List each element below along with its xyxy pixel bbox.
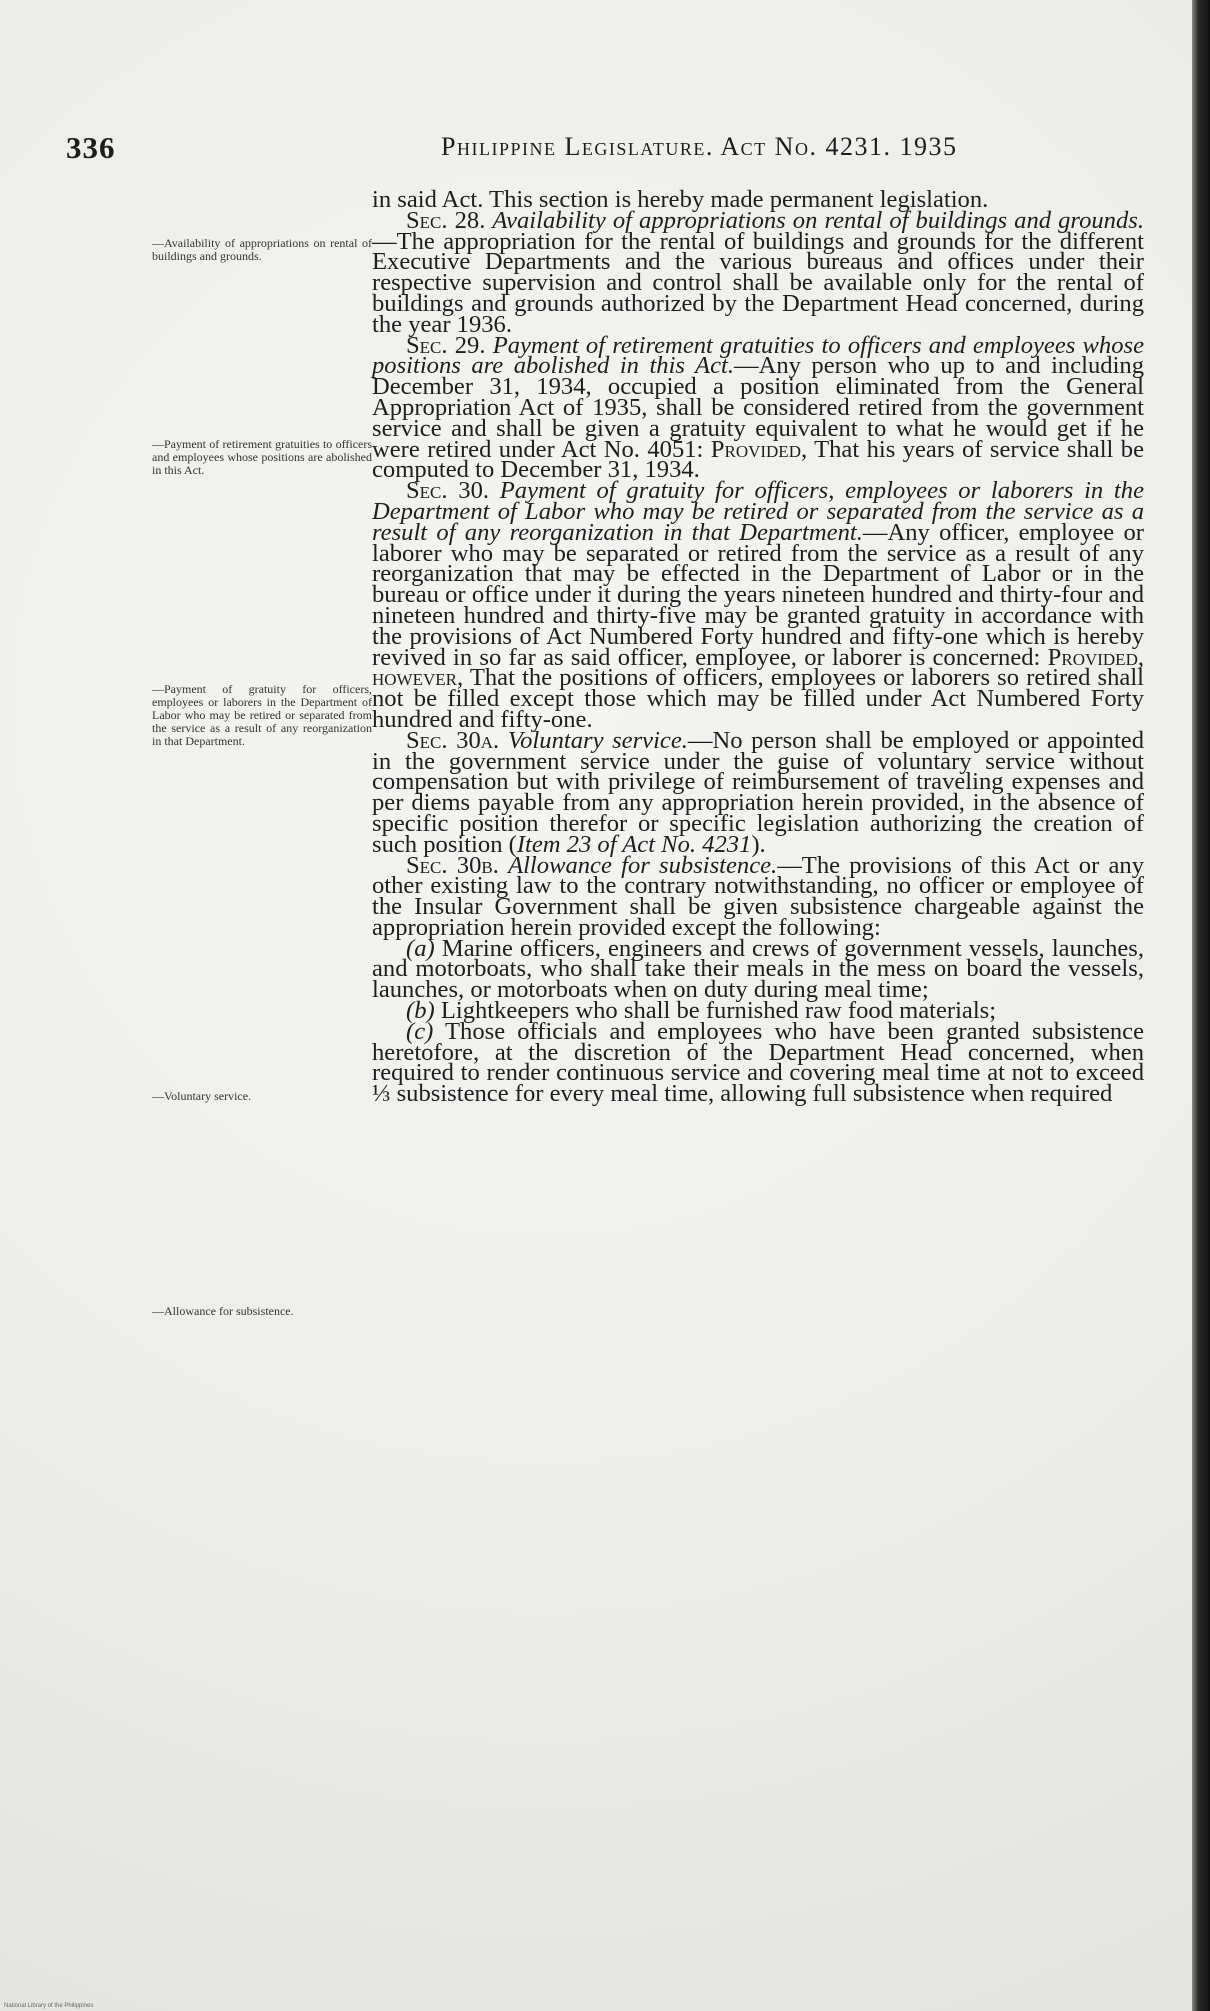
section-28	[372, 206, 1144, 338]
sec30-body-a: —Any officer, employee or laborer who may be separated or retired from the service as a result of any reorganization that may be effected in the Department of Labor or in the bureau or office under it during the years nineteen hundred and thirty-four and nineteen hundred and thirty-five may be granted gratuity in accordance with the provisions of Act Numbered Forty hundred and fifty-one which is hereby revived in so far as said officer, employee, or laborer is concerned:	[372, 518, 1144, 671]
running-title: Philippine Legislature. Act No. 4231. 1935	[441, 132, 958, 161]
sec29-body-a: —Any person who up to and including December 31, 1934, occupied a position eliminated from the General Appropriation Act of 1935, shall be considered retired from the government service and shall be given a gratuity equivalent to what he would get if he were retired under Act No. 4051:	[372, 352, 1144, 463]
margin-note-sec30: —Payment of gratuity for officers, employees or laborers in the Department of Labor who may be retired or separated from the service as a result of any reorganization in that Department.	[152, 682, 372, 748]
item-c-text: Those officials and employees who have been granted subsistence heretofore, at the discretion of the Department Head concerned, when required to render continuous service and covering meal time at not to exceed ⅓ subsistence for every meal time, allowing full subsistence when required	[372, 1017, 1144, 1108]
sec29-number: Sec. 29.	[406, 331, 486, 359]
sec30-body-b: That the positions of officers, employees or laborers so retired shall not be filled except those which may be filled under Act Numbered Forty hundred and fifty-one.	[372, 664, 1144, 733]
margin-note-sec30b: —Allowance for subsistence.	[152, 1304, 294, 1318]
section-30a	[372, 726, 1145, 858]
margin-note-sec28: —Availability of appropriations on rental of buildings and grounds.	[152, 236, 372, 263]
item-a-text: Marine officers, engineers and crews of government vessels, launches, and motorboats, who shall take their meals in the mess on board the vessels, launches, or motorboats when on duty during meal time;	[372, 934, 1145, 1004]
section-30b	[372, 851, 1144, 941]
section-30	[372, 477, 1144, 733]
item-a-label: (a)	[406, 934, 435, 962]
sec30b-title: Allowance for subsistence.	[508, 851, 778, 879]
item-b-label: (b)	[406, 997, 435, 1025]
sec30a-end: ).	[751, 830, 766, 858]
sec29-title: Payment of retirement gratuities to officers and employees whose positions are abolished in this Act.	[372, 331, 1144, 380]
page-edge-shadow	[1192, 0, 1210, 2011]
section-29	[372, 331, 1144, 484]
sec30a-body: —No person shall be employed or appointed in the government service under the guise of voluntary service without compensation but with privilege of reimbursement of traveling expenses and per diems payable from any appropriation herein provided, in the absence of specific position therefor or specific legislation authorizing the creation of such position (	[372, 726, 1145, 858]
sec30-number: Sec. 30.	[406, 477, 490, 505]
sec30a-number: Sec. 30a.	[406, 726, 500, 754]
sec30a-item-reference: Item 23 of Act No. 4231	[516, 830, 752, 858]
margin-note-sec29: —Payment of retirement gratuities to officers and employees whose positions are abolished in this Act.	[152, 437, 372, 477]
sec28-body: —The appropriation for the rental of buildings and grounds for the different Executive Departments and the various bureaus and offices under their respective supervision and control shall be available only for the rental of buildings and grounds authorized by the Department Head concerned, during the year 1936.	[372, 227, 1144, 338]
sec30a-title: Voluntary service.	[507, 726, 688, 754]
sec30-provided: Provided, however,	[372, 643, 1144, 692]
sec28-title: Availability of appropriations on rental of buildings and grounds.	[492, 206, 1144, 234]
p0-text: in said Act. This section is hereby made permanent legislation.	[372, 186, 989, 213]
margin-note-sec30a: —Voluntary service.	[152, 1089, 252, 1103]
sec29-provided: Provided,	[710, 435, 808, 463]
page-number: 336	[66, 130, 116, 165]
sec30b-body: —The provisions of this Act or any other existing law to the contrary notwithstanding, no officer or employee of the Insular Government shall be given subsistence chargeable against the appropriation herein provided except the following:	[372, 851, 1144, 941]
sec30b-number: Sec. 30b.	[406, 851, 499, 879]
sec29-body-b: That his years of service shall be computed to December 31, 1934.	[372, 435, 1144, 484]
item-b-text: Lightkeepers who shall be furnished raw food materials;	[440, 997, 997, 1025]
body-text	[372, 186, 1145, 1108]
item-a	[372, 934, 1145, 1004]
sec28-number: Sec. 28.	[406, 206, 486, 234]
sec30-title: Payment of gratuity for officers, employees or laborers in the Department of Labor who may be retired or separated from the service as a result of any reorganization in that Department.	[372, 477, 1144, 546]
item-c	[372, 1017, 1144, 1108]
item-c-label: (c)	[406, 1017, 434, 1045]
footer-credit: National Library of the Philippines	[4, 2003, 94, 2009]
page-header	[66, 130, 1090, 170]
